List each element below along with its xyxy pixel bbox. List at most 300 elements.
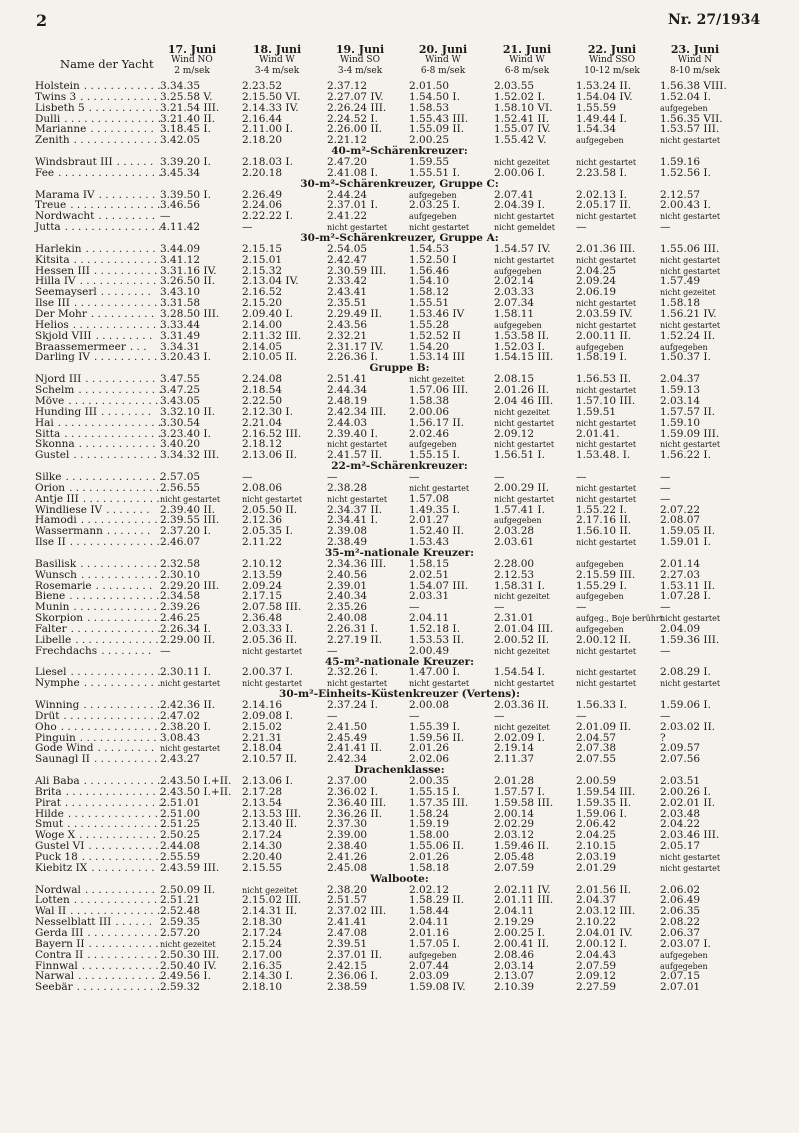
race-result-cell: 2.42.34 III.	[327, 405, 387, 418]
race-result-cell: 2.49.56 I.	[160, 970, 211, 983]
race-result-cell: 2.16.52	[242, 286, 283, 299]
race-result-cell: 1.47.00 I.	[409, 666, 460, 679]
race-result-cell: —	[494, 470, 505, 483]
race-result-cell: 2.13.06 I.	[242, 775, 293, 787]
race-result-cell: 2.01.50	[409, 80, 450, 92]
race-result-cell: 2.01.04 III.	[494, 622, 554, 635]
race-result-cell: 2.08.46	[494, 948, 535, 961]
race-result-cell: 2.26.34 I.	[160, 622, 211, 635]
race-result-cell: nicht gestartet	[494, 494, 555, 504]
race-result-cell: —	[160, 644, 171, 657]
race-result-cell: aufgegeben	[409, 440, 457, 450]
race-result-cell: 2.57.05	[160, 470, 201, 483]
leader-dots: . . . . . . . . . . . . . . .	[67, 818, 164, 831]
race-result-cell: 2.41.22	[327, 210, 368, 223]
leader-dots: . . . . . . . . . . . .	[81, 851, 159, 864]
results-table	[0, 81, 799, 993]
race-result-cell: nicht gezeitet	[660, 288, 716, 298]
yacht-name: Ali Baba	[35, 775, 80, 787]
race-result-cell: 2.24.08	[242, 373, 283, 386]
race-result-cell: 2.39.26	[160, 601, 201, 614]
race-result-cell: 2.34.41 I.	[327, 514, 378, 527]
yacht-name: Hilde	[35, 807, 64, 820]
race-result-cell: 2.00.29 II.	[494, 481, 550, 494]
race-result-cell: 2.54.05	[327, 242, 368, 255]
race-result-cell: nicht gestartet	[576, 668, 637, 678]
race-result-cell: 2.14.16	[242, 698, 283, 711]
race-result-cell: 2.57.20	[160, 927, 201, 940]
race-result-cell: 2.07.55	[576, 753, 617, 766]
yacht-name: Wunsch	[35, 568, 77, 581]
yacht-name: Zenith	[35, 134, 70, 147]
leader-dots: . . . . . . . . . . . .	[80, 90, 157, 103]
race-result-cell: nicht gestartet	[327, 679, 388, 689]
column-date: 23. Juni	[670, 43, 720, 56]
race-result-cell: 1.52.04 I.	[660, 90, 711, 103]
race-result-cell: —	[660, 709, 671, 722]
race-result-cell: 2.15.55	[242, 861, 283, 874]
race-result-cell: nicht gestartet	[660, 255, 721, 265]
race-result-cell: 2.15.24	[242, 937, 283, 950]
column-date: 21. Juni	[502, 43, 552, 56]
race-result-cell: 3.26.50 II.	[160, 275, 216, 288]
yacht-name: Ilse III	[35, 297, 70, 310]
table-row	[0, 407, 799, 418]
race-result-cell: 1.54.10	[409, 275, 450, 288]
leader-dots: . . . . . . . . . . . . . .	[72, 318, 163, 331]
leader-dots: . . . . . . . . . . .	[88, 840, 159, 853]
race-result-cell: 1.59.08 IV.	[409, 981, 466, 994]
race-result-cell: aufgegeben	[409, 950, 457, 960]
race-result-cell: 2.03.12	[494, 829, 535, 842]
yacht-name: Nesselblatt III	[35, 916, 112, 929]
race-result-cell: 2.50.09 II.	[160, 883, 216, 896]
yacht-name: Liesel	[35, 666, 67, 679]
race-result-cell: nicht gezeitet	[494, 158, 550, 168]
race-result-cell: 2.01.29	[576, 861, 617, 874]
race-result-cell: nicht gestartet	[494, 212, 555, 222]
leader-dots: . . . . . . . . . . .	[88, 101, 159, 114]
yacht-name: Gustel VI	[35, 840, 85, 853]
leader-dots: . . . . . . . . . . .	[87, 927, 158, 940]
race-result-cell: nicht gestartet	[660, 863, 721, 873]
yacht-name: Ilse II	[35, 536, 66, 549]
race-result-cell: 2.45.49	[327, 731, 368, 744]
race-result-cell: 2.00.26 I.	[660, 785, 711, 798]
race-result-cell: 1.57.41 I.	[494, 503, 545, 516]
race-result-cell: 2.07.59	[576, 959, 617, 972]
race-result-cell: 2.16.44	[242, 112, 283, 125]
race-result-cell: 2.02.06	[409, 753, 450, 766]
race-result-cell: 1.58.12	[409, 286, 450, 299]
race-result-cell: 2.39.55 III.	[160, 514, 220, 527]
race-result-cell: nicht gestartet	[576, 440, 637, 450]
race-result-cell: 2.13.40 II.	[242, 818, 298, 831]
race-result-cell: 2.04.39 I.	[494, 199, 545, 212]
race-result-cell: —	[327, 644, 338, 657]
leader-dots: . . . . . . . . . .	[93, 264, 158, 277]
race-result-cell: nicht gestartet	[576, 494, 637, 504]
race-result-cell: 2.21.04	[242, 416, 283, 429]
race-result-cell: nicht gestartet	[242, 679, 303, 689]
race-result-cell: 1.56.10 II.	[576, 525, 632, 538]
race-result-cell: nicht gestartet	[576, 255, 637, 265]
race-result-cell: nicht gestartet	[327, 494, 388, 504]
race-result-cell: 2.30.11 I.	[160, 666, 211, 679]
race-result-cell: 2.39.40 II.	[160, 503, 216, 516]
race-result-cell: aufgegeben	[660, 103, 708, 113]
race-result-cell: 2.40.08	[327, 612, 368, 625]
race-result-cell: nicht gestartet	[660, 136, 721, 146]
race-result-cell: 3.08.43	[160, 731, 201, 744]
yacht-name: Smut	[35, 818, 64, 831]
race-result-cell: 2.02.51	[409, 568, 450, 581]
race-result-cell: 2.08.22	[660, 916, 701, 929]
race-result-cell: —	[242, 470, 253, 483]
race-result-cell: 1.55.51	[409, 297, 450, 310]
race-result-cell: 3.31.49	[160, 329, 201, 342]
race-result-cell: 2.00.41 II.	[494, 937, 550, 950]
race-result-cell: 2.37.02 III.	[327, 905, 387, 918]
race-result-cell: 2.10.05 II.	[242, 351, 298, 364]
column-wind: Wind W	[425, 55, 461, 65]
race-result-cell: —	[409, 470, 420, 483]
race-result-cell: 1.52.40 II.	[409, 525, 465, 538]
leader-dots: . . . . . .	[116, 156, 154, 169]
race-result-cell: 2.15.59 III.	[576, 568, 636, 581]
race-result-cell: —	[409, 709, 420, 722]
yacht-name: Nordwal	[35, 883, 81, 896]
yacht-name: Basilisk	[35, 557, 77, 570]
race-result-cell: 2.38.49	[327, 536, 368, 549]
race-result-cell: 3.47.25	[160, 384, 201, 397]
race-result-cell: 1.55.59	[576, 101, 617, 114]
race-result-cell: 3.45.34	[160, 166, 201, 179]
race-result-cell: 2.13.06 II.	[242, 449, 298, 462]
race-result-cell: 1.53.11 II.	[660, 579, 716, 592]
race-result-cell: 2.03.31	[409, 590, 450, 603]
race-result-cell: 2.37.24 I.	[327, 698, 378, 711]
column-date: 22. Juni	[587, 43, 637, 56]
race-result-cell: 2.27.07 IV.	[327, 90, 384, 103]
race-result-cell: 2.11.32 III.	[242, 329, 302, 342]
race-result-cell: 2.50.40 IV.	[160, 959, 217, 972]
race-result-cell: aufgegeben	[576, 624, 624, 634]
race-result-cell: 2.20.18	[242, 166, 283, 179]
race-result-cell: 2.02.13 I.	[576, 188, 627, 201]
race-result-cell: 2.37.01 II.	[327, 948, 383, 961]
race-result-cell: 2.04.37	[576, 894, 617, 907]
race-result-cell: 2.11.37	[494, 753, 535, 766]
race-result-cell: 2.00.12 I.	[576, 937, 627, 950]
race-result-cell: 2.06.35	[660, 905, 701, 918]
race-result-cell: 1.52.50 I	[409, 253, 457, 266]
leader-dots: . . . . . . . . . . . . .	[75, 633, 159, 646]
race-result-cell: 1.56.51 I.	[494, 449, 545, 462]
race-result-cell: 2.18.10	[242, 981, 283, 994]
yacht-name: Darling IV	[35, 351, 90, 364]
race-result-cell: 2.10.57 II.	[242, 753, 298, 766]
race-result-cell: 1.55.06 III.	[660, 242, 720, 255]
race-result-cell: 2.01.11 III.	[494, 894, 554, 907]
yacht-name: Brita	[35, 785, 62, 798]
yacht-name: Windliese IV	[35, 503, 103, 516]
race-result-cell: 2.03.61	[494, 536, 535, 549]
race-result-cell: 2.50.30 III.	[160, 948, 220, 961]
yacht-name: Libelle	[35, 633, 72, 646]
leader-dots: . . . . . . . . . . . . . . .	[64, 796, 162, 809]
leader-dots: . . . . . . . . . . . . . . . .	[60, 720, 165, 733]
race-result-cell: 2.08.07	[660, 514, 701, 527]
yacht-name: Kitsita	[35, 253, 70, 266]
race-result-cell: 1.55.09 II.	[409, 123, 465, 136]
race-result-cell: 2.00.06	[409, 405, 450, 418]
yacht-name: Oho	[35, 720, 57, 733]
race-result-cell: 1.52.24 II.	[660, 329, 716, 342]
class-section-heading: 40-m²-Schärenkreuzer:	[331, 145, 468, 158]
race-result-cell: 2.06.42	[576, 818, 617, 831]
race-result-cell: 1.54.07 III.	[409, 579, 469, 592]
race-result-cell: 2.17.16 II.	[576, 514, 632, 527]
race-result-cell: 2.16.52 III.	[242, 427, 302, 440]
yacht-name: Narwal	[35, 970, 75, 983]
race-result-cell: 1.58.11	[494, 308, 535, 321]
race-result-cell: 3.47.55	[160, 373, 201, 386]
race-result-cell: 2.08.29 I.	[660, 666, 711, 679]
race-result-cell: 2.10.39	[494, 981, 535, 994]
race-result-cell: ?	[660, 731, 666, 744]
leader-dots: . . . . . . . .	[101, 644, 152, 657]
race-result-cell: 2.43.41	[327, 286, 368, 299]
race-result-cell: 1.53.43	[409, 536, 450, 549]
race-result-cell: 1.56.22 I.	[660, 449, 711, 462]
leader-dots: . . . . . . . . . . . .	[81, 959, 159, 972]
race-result-cell: 2.19.29	[494, 916, 535, 929]
race-result-cell: nicht gestartet	[660, 614, 721, 624]
column-wind-speed: 8-10 m/sek	[669, 66, 721, 76]
race-result-cell: 2.36.40 III.	[327, 796, 387, 809]
leader-dots: . . . . . . . . . . . . . .	[67, 807, 158, 820]
race-result-cell: 2.43.27	[160, 753, 201, 766]
page-number: 2	[36, 11, 48, 30]
race-result-cell: nicht gezeitet	[242, 885, 298, 895]
race-result-cell: 2.18.54	[242, 384, 283, 397]
yacht-name: Seemayserl	[35, 286, 97, 299]
race-result-cell: 1.56.35 VII.	[660, 112, 723, 125]
leader-dots: . . . . . . . . .	[95, 579, 153, 592]
race-result-cell: nicht gezeitet	[409, 375, 465, 385]
yacht-name: Wal II	[35, 905, 67, 918]
race-result-cell: nicht gemeldet	[494, 223, 555, 233]
race-result-cell: 2.27.19 II.	[327, 633, 383, 646]
race-result-cell: 2.35.26	[327, 601, 368, 614]
yacht-name: Biene	[35, 590, 66, 603]
race-result-cell: 3.23.40 I.	[160, 427, 211, 440]
race-result-cell: 1.53.53 II.	[409, 633, 465, 646]
race-result-cell: 2.01.26	[409, 851, 450, 864]
race-result-cell: nicht gezeitet	[160, 939, 216, 949]
yacht-name: Finnwal	[35, 959, 78, 972]
race-result-cell: 2.42.15	[327, 959, 368, 972]
race-result-cell: 1.55.39 I.	[409, 720, 460, 733]
race-result-cell: 2.05.35 I.	[242, 525, 293, 538]
race-result-cell: 2.03.14	[660, 394, 701, 407]
leader-dots: . . . . . . . . . . . .	[83, 775, 161, 787]
race-result-cell: 2.47.08	[327, 927, 368, 940]
leader-dots: . . . . . . . . . . . . . .	[69, 590, 160, 603]
race-result-cell: 2.38.20 I.	[160, 720, 211, 733]
yacht-name: Antje III	[35, 492, 79, 505]
race-result-cell: 2.12.30 I.	[242, 405, 293, 418]
race-result-cell: 1.59.09 III.	[660, 427, 720, 440]
race-result-cell: 2.15.15	[242, 242, 283, 255]
race-result-cell: nicht gestartet	[660, 266, 721, 276]
race-result-cell: 2.43.50 I.+II.	[160, 785, 232, 798]
leader-dots: . . . . . . . . . . . . .	[73, 894, 158, 907]
race-result-cell: 2.36.48	[242, 612, 283, 625]
table-row	[0, 570, 799, 581]
yacht-name: Dulli	[35, 112, 61, 125]
race-result-cell: 2.04.57	[576, 731, 617, 744]
yacht-name: Skonna	[35, 438, 75, 451]
race-result-cell: 1.58.29 II.	[409, 894, 465, 907]
race-result-cell: 2.04.25	[576, 829, 617, 842]
race-result-cell: 1.57.57 I.	[494, 785, 545, 798]
yacht-name: Pirat	[35, 796, 61, 809]
race-result-cell: nicht gestartet	[242, 494, 303, 504]
race-result-cell: nicht gestartet	[409, 679, 470, 689]
leader-dots: . . . . . . . . . . . . . . .	[65, 785, 163, 798]
race-result-cell: aufgegeben	[494, 266, 542, 276]
race-result-cell: 2.41.57 II.	[327, 449, 383, 462]
race-result-cell: nicht gestartet	[660, 212, 721, 222]
race-result-cell: 2.37.30	[327, 818, 368, 831]
race-result-cell: 1.52.02 I.	[494, 90, 545, 103]
race-result-cell: 2.03.33	[494, 286, 535, 299]
race-result-cell: 3.21.40 II.	[160, 112, 216, 125]
race-result-cell: 2.11.22	[242, 536, 283, 549]
race-result-cell: 2.43.50 I.+II.	[160, 775, 232, 787]
race-result-cell: 1.55.06 II.	[409, 840, 465, 853]
race-result-cell: 2.07.56	[660, 753, 701, 766]
race-result-cell: aufgegeben	[660, 961, 708, 971]
race-result-cell: nicht gestartet	[242, 646, 303, 656]
race-result-cell: 2.14.31 II.	[242, 905, 298, 918]
race-result-cell: nicht gestartet	[409, 223, 470, 233]
race-result-cell: 2.22.50	[242, 394, 283, 407]
race-result-cell: 2.13.07	[494, 970, 535, 983]
yacht-name: Skjold VIII	[35, 329, 92, 342]
leader-dots: . . . . . . . . . . .	[84, 883, 155, 896]
column-wind-speed: 3-4 m/sek	[337, 66, 383, 76]
race-result-cell: 2.23.52	[242, 80, 283, 92]
race-result-cell: 2.10.15	[576, 840, 617, 853]
race-result-cell: 1.58.10 VI.	[494, 101, 553, 114]
race-result-cell: 2.38.40	[327, 840, 368, 853]
leader-dots: . . . . . . . . . . . .	[80, 557, 157, 570]
race-result-cell: 2.27.59	[576, 981, 617, 994]
race-result-cell: 3.39.20 I.	[160, 156, 211, 169]
leader-dots: . . . . . . . . . . .	[85, 373, 156, 386]
race-result-cell: 2.43.59 III.	[160, 861, 220, 874]
race-result-cell: 1.59.55	[409, 156, 450, 169]
yacht-name: Orion	[35, 481, 66, 494]
race-result-cell: 1.52.52 II	[409, 329, 461, 342]
race-result-cell: —	[409, 601, 420, 614]
race-result-cell: 2.26.31 I.	[327, 622, 378, 635]
race-result-cell: 2.07.15	[660, 970, 701, 983]
race-result-cell: 2.09.40 I.	[242, 308, 293, 321]
race-result-cell: 2.00.59	[576, 775, 617, 787]
race-result-cell: 1.58.31 I.	[494, 579, 545, 592]
column-wind: Wind W	[509, 55, 545, 65]
race-result-cell: 2.04.09	[660, 622, 701, 635]
race-result-cell: 1.55.43 III.	[409, 112, 469, 125]
day-column-header	[398, 44, 488, 77]
race-result-cell: 2.27.03	[660, 568, 701, 581]
leader-dots: . . . . . . . . . . . . . . . .	[58, 166, 162, 179]
class-section-heading: Walboote:	[370, 872, 429, 885]
race-result-cell: aufgegeben	[576, 342, 624, 352]
race-result-cell: 2.34.58	[160, 590, 201, 603]
race-result-cell: 2.18.30	[242, 916, 283, 929]
yacht-name: Hunding III	[35, 405, 98, 418]
race-result-cell: 2.45.08	[327, 861, 368, 874]
race-result-cell: 1.53.24 II.	[576, 80, 632, 92]
race-result-cell: 2.23.58 I.	[576, 166, 627, 179]
race-result-cell: nicht gestartet	[660, 320, 721, 330]
race-result-cell: 2.04.22	[660, 818, 701, 831]
race-result-cell: 1.56.17 II.	[409, 416, 465, 429]
race-result-cell: —	[327, 709, 338, 722]
race-result-cell: —	[494, 601, 505, 614]
column-wind: Wind SSO	[589, 55, 635, 65]
race-result-cell: nicht gezeitet	[494, 722, 550, 732]
leader-dots: . . . . . . . . . . . . .	[73, 253, 158, 266]
race-result-cell: 2.19.14	[494, 742, 535, 755]
race-result-cell: 4.11.42	[160, 221, 201, 234]
yacht-name: Wassermann	[35, 525, 103, 538]
race-result-cell: 2.04.11	[494, 905, 535, 918]
race-result-cell: 1.53.58 II.	[494, 329, 550, 342]
race-result-cell: nicht gestartet	[327, 223, 388, 233]
class-section-heading: 30-m²-Einheits-Küstenkreuzer (Vertens):	[279, 688, 520, 701]
race-result-cell: 2.06.37	[660, 927, 701, 940]
race-result-cell: 2.18.20	[242, 134, 283, 147]
race-result-cell: 2.06.19	[576, 286, 617, 299]
race-result-cell: 2.31.17 IV.	[327, 340, 384, 353]
yacht-name: Munin	[35, 601, 70, 614]
column-wind: Wind W	[259, 55, 295, 65]
race-result-cell: 2.18.12	[242, 438, 283, 451]
race-result-cell: 2.39.01	[327, 579, 368, 592]
race-result-cell: 2.24.52 I.	[327, 112, 378, 125]
race-result-cell: nicht gestartet	[160, 679, 221, 689]
yacht-name: Hessen III	[35, 264, 90, 277]
race-result-cell: 1.57.10 III.	[576, 394, 636, 407]
day-column-header	[567, 44, 657, 77]
race-result-cell: 1.56.53 II.	[576, 373, 632, 386]
table-row	[0, 798, 799, 809]
race-result-cell: —	[660, 492, 671, 505]
race-result-cell: 1.55.07 IV.	[494, 123, 551, 136]
race-result-cell: —	[242, 221, 253, 234]
race-result-cell: 2.41.50	[327, 720, 368, 733]
race-result-cell: 1.58.44	[409, 905, 450, 918]
race-result-cell: 2.05.50 II.	[242, 503, 298, 516]
leader-dots: . . . . . . . . . . . . .	[76, 981, 161, 994]
leader-dots: . . . . . . . . . .	[93, 753, 158, 766]
